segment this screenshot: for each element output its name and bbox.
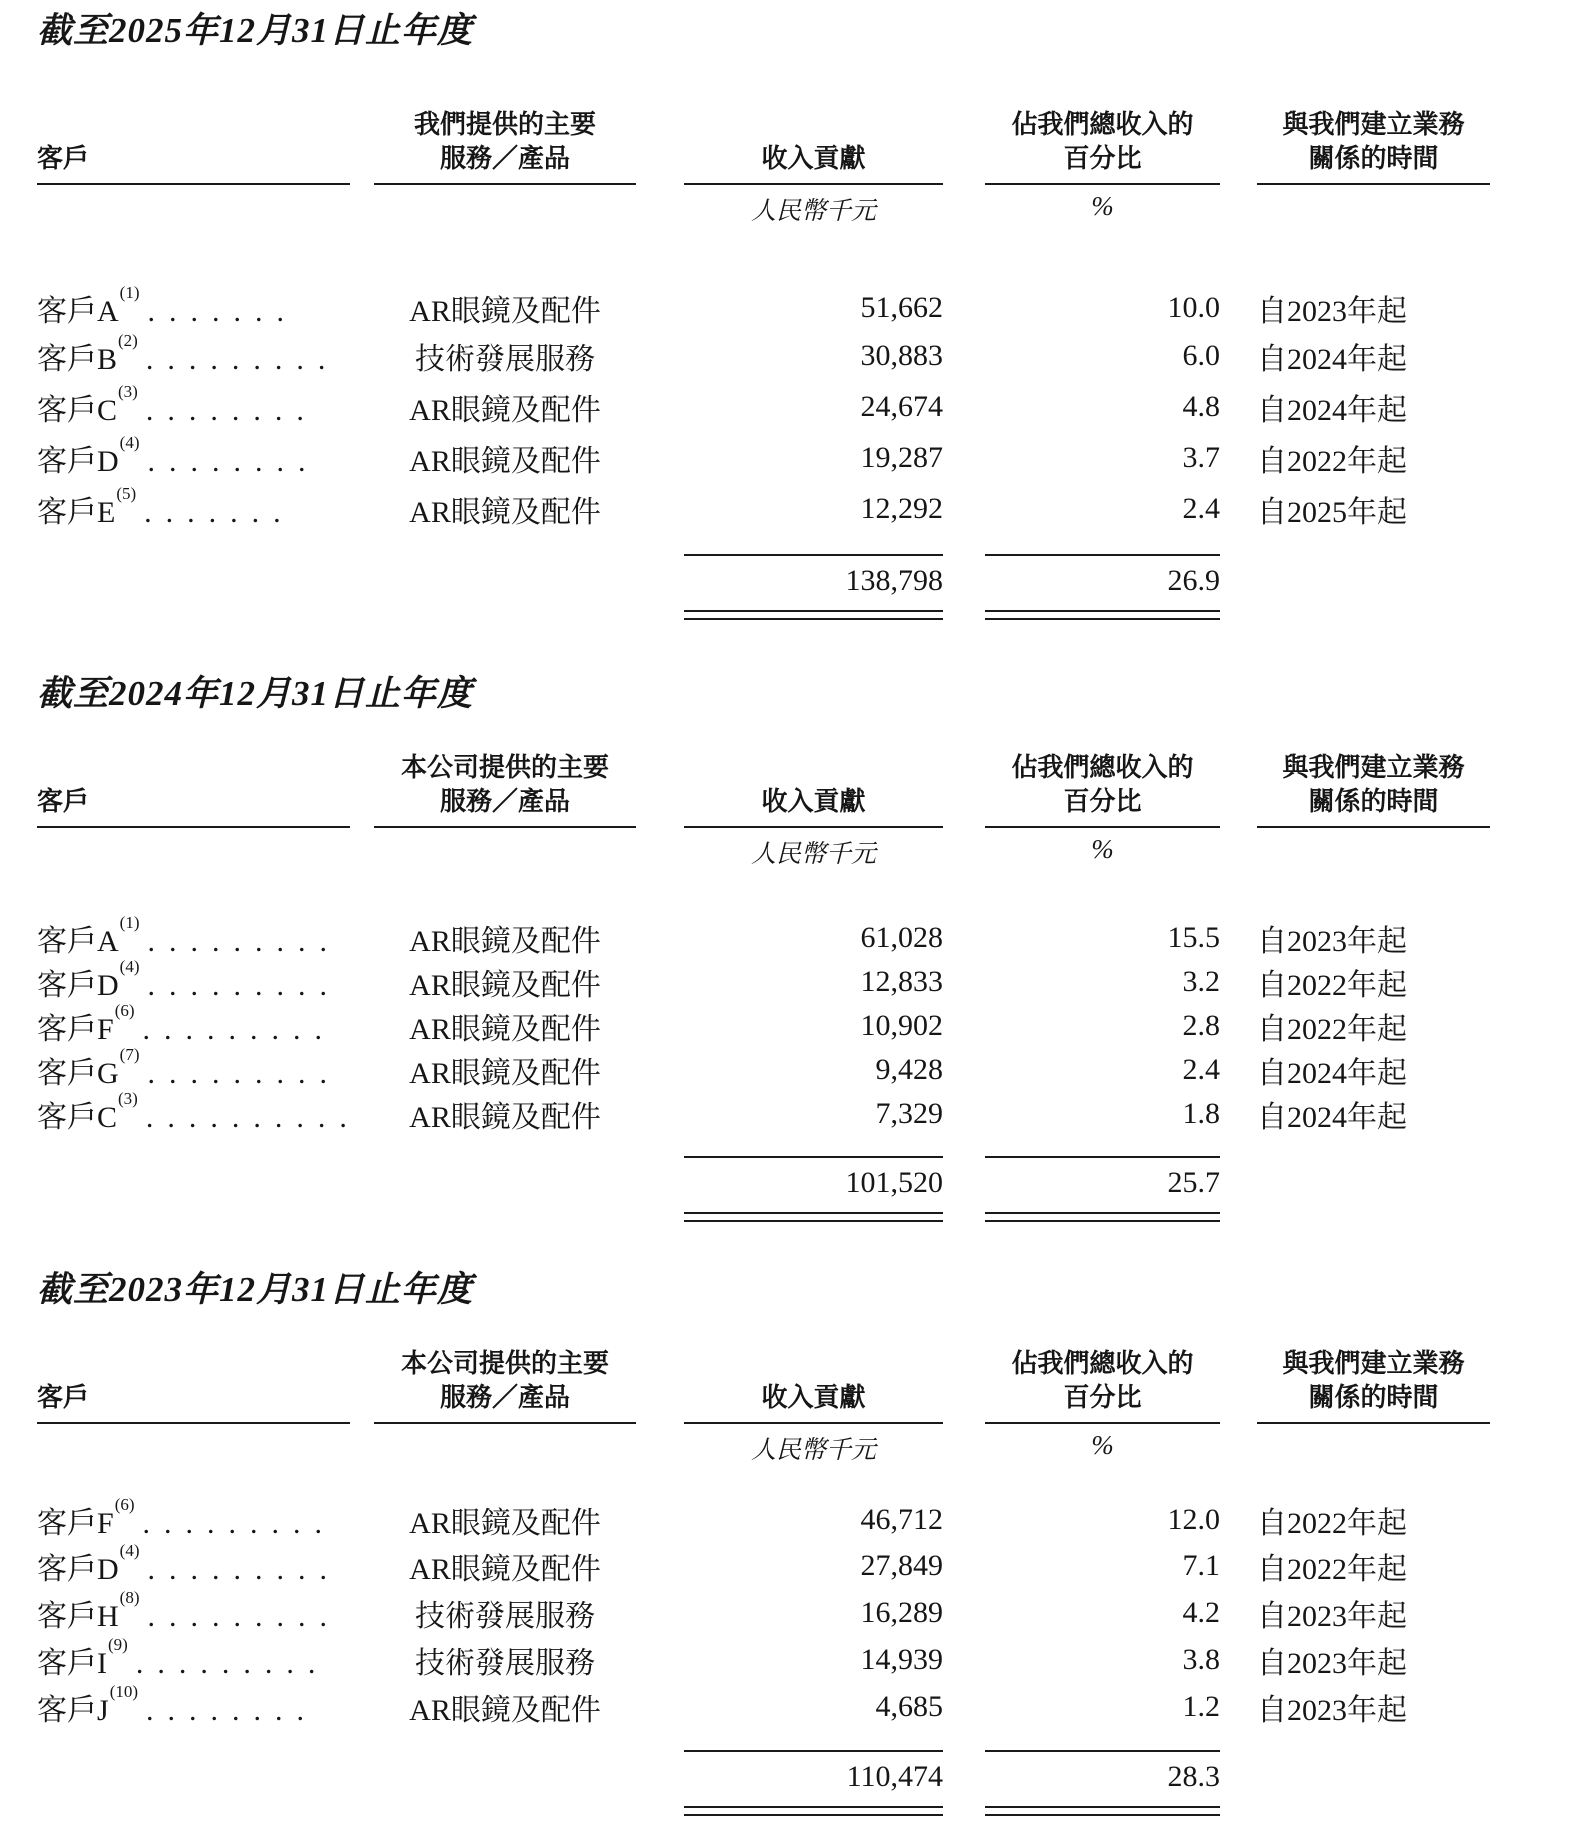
dot-leader: ......... xyxy=(147,1552,341,1586)
table-totals xyxy=(37,534,1490,620)
total-revenue: 101,520 xyxy=(845,1166,943,1199)
percent-cell: 15.5 xyxy=(1167,921,1220,954)
percent-unit-label: % xyxy=(1091,834,1114,864)
relationship-cell: 自2023年起 xyxy=(1257,1646,1407,1680)
table-row xyxy=(37,1683,1490,1730)
table-row xyxy=(37,483,1490,534)
total-double-rule xyxy=(985,1212,1220,1222)
customer-cell xyxy=(37,1001,350,1048)
col-header-percent: 佔我們總收入的 百分比 xyxy=(985,108,1220,185)
table-row xyxy=(37,1636,1490,1683)
customer-name: 客戶C xyxy=(37,1101,118,1134)
percent-cell: 1.8 xyxy=(1182,1097,1220,1130)
customer-name: 客戶D xyxy=(37,444,119,478)
table-row xyxy=(37,1092,1490,1136)
relationship-cell: 自2023年起 xyxy=(1257,925,1407,958)
dot-leader: ......... xyxy=(145,342,340,376)
revenue-cell: 9,428 xyxy=(875,1053,943,1086)
dot-leader: ....... xyxy=(147,295,298,328)
service-cell: AR眼鏡及配件 xyxy=(409,1057,601,1090)
footnote-ref: (4) xyxy=(119,1540,140,1560)
section-title-fy2025: 截至2025年12月31日止年度 xyxy=(37,11,474,50)
dot-leader: ......... xyxy=(147,1599,341,1633)
table-row xyxy=(37,1470,1490,1542)
footnote-ref: (2) xyxy=(118,330,138,350)
relationship-cell: 自2023年起 xyxy=(1257,295,1407,328)
footnote-ref: (3) xyxy=(118,381,138,401)
col-header-relationship: 與我們建立業務 關係的時間 xyxy=(1257,1347,1490,1424)
service-cell: AR眼鏡及配件 xyxy=(409,1552,601,1586)
percent-cell: 3.2 xyxy=(1182,965,1220,998)
table-row xyxy=(37,874,1490,960)
col-header-customer: 客戶 xyxy=(37,142,350,185)
footnote-ref: (3) xyxy=(118,1089,138,1108)
total-double-rule xyxy=(684,1806,943,1816)
percent-cell: 10.0 xyxy=(1167,291,1220,324)
revenue-unit-label: 人民幣千元 xyxy=(750,198,876,225)
table-row xyxy=(37,960,1490,1004)
footnote-ref: (4) xyxy=(119,957,140,976)
table-totals xyxy=(37,1730,1490,1816)
table-row xyxy=(37,330,1490,381)
relationship-cell: 自2023年起 xyxy=(1257,1599,1407,1633)
footnote-ref: (6) xyxy=(114,1495,135,1514)
customer-cell xyxy=(37,330,350,381)
revenue-cell: 12,833 xyxy=(860,965,943,998)
col-header-service: 本公司提供的主要 服務／產品 xyxy=(374,1347,636,1424)
service-cell: AR眼鏡及配件 xyxy=(409,1693,601,1727)
percent-cell: 2.4 xyxy=(1182,491,1220,525)
table-row xyxy=(37,1542,1490,1589)
revenue-cell: 30,883 xyxy=(860,338,943,372)
footnote-ref: (9) xyxy=(108,1634,128,1654)
revenue-unit-label: 人民幣千元 xyxy=(750,1437,876,1464)
service-cell: AR眼鏡及配件 xyxy=(409,393,601,427)
service-cell: 技術發展服務 xyxy=(415,1599,595,1633)
footnote-ref: (5) xyxy=(116,483,137,503)
percent-cell: 1.2 xyxy=(1182,1689,1220,1723)
col-header-relationship: 與我們建立業務 關係的時間 xyxy=(1257,108,1490,185)
relationship-cell: 自2024年起 xyxy=(1257,1101,1407,1134)
dot-leader: ......... xyxy=(147,925,341,958)
customer-name: 客戶D xyxy=(37,969,119,1002)
relationship-cell: 自2022年起 xyxy=(1257,1507,1407,1540)
customer-cell xyxy=(37,1542,350,1589)
footnote-ref: (1) xyxy=(119,283,140,302)
col-header-service: 我們提供的主要 服務／產品 xyxy=(374,108,636,185)
customer-cell xyxy=(37,432,350,483)
col-header-revenue: 收入貢獻 xyxy=(684,785,943,828)
section-fy2025 xyxy=(0,0,1572,620)
table-row xyxy=(37,1004,1490,1048)
customer-name: 客戶I xyxy=(37,1646,107,1680)
revenue-cell: 24,674 xyxy=(860,389,943,423)
table-row xyxy=(37,1589,1490,1636)
percent-unit-label: % xyxy=(1091,1430,1114,1460)
revenue-cell: 12,292 xyxy=(860,491,943,525)
dot-leader: ......... xyxy=(147,1057,341,1090)
revenue-cell: 27,849 xyxy=(860,1548,943,1582)
relationship-cell: 自2023年起 xyxy=(1257,1693,1407,1727)
percent-cell: 3.7 xyxy=(1182,440,1220,474)
customer-table-fy2023 xyxy=(37,1347,1490,1816)
customer-name: 客戶E xyxy=(37,495,116,529)
revenue-cell: 16,289 xyxy=(860,1595,943,1629)
customer-cell xyxy=(37,1636,350,1683)
service-cell: AR眼鏡及配件 xyxy=(409,969,601,1002)
customer-table-fy2025 xyxy=(37,88,1490,620)
section-title-fy2023: 截至2023年12月31日止年度 xyxy=(37,1270,474,1309)
footnote-ref: (7) xyxy=(119,1045,140,1064)
service-cell: AR眼鏡及配件 xyxy=(409,495,601,529)
table-row xyxy=(37,432,1490,483)
dot-leader: ....... xyxy=(144,495,295,529)
service-cell: AR眼鏡及配件 xyxy=(409,925,601,958)
service-cell: AR眼鏡及配件 xyxy=(409,444,601,478)
table-body xyxy=(37,874,1490,1136)
total-double-rule xyxy=(684,1212,943,1222)
percent-cell: 2.4 xyxy=(1182,1053,1220,1086)
customer-name: 客戶H xyxy=(37,1599,119,1633)
col-header-percent: 佔我們總收入的 百分比 xyxy=(985,751,1220,828)
footnote-ref: (8) xyxy=(119,1587,140,1607)
total-revenue: 110,474 xyxy=(846,1760,943,1793)
service-cell: AR眼鏡及配件 xyxy=(409,1101,601,1134)
customer-name: 客戶F xyxy=(37,1507,114,1540)
revenue-cell: 19,287 xyxy=(860,440,943,474)
col-header-customer: 客戶 xyxy=(37,1381,350,1424)
percent-cell: 4.2 xyxy=(1182,1595,1220,1629)
col-header-percent: 佔我們總收入的 百分比 xyxy=(985,1347,1220,1424)
customer-cell xyxy=(37,1089,361,1136)
customer-cell xyxy=(37,1045,350,1092)
table-row xyxy=(37,1048,1490,1092)
total-double-rule xyxy=(985,1806,1220,1816)
col-header-relationship: 與我們建立業務 關係的時間 xyxy=(1257,751,1490,828)
dot-leader: ........ xyxy=(145,393,318,427)
percent-cell: 3.8 xyxy=(1182,1642,1220,1676)
customer-table-fy2024 xyxy=(37,751,1490,1222)
dot-leader: ......... xyxy=(135,1646,330,1680)
customer-cell xyxy=(37,231,350,330)
total-double-rule xyxy=(684,610,943,620)
customer-name: 客戶D xyxy=(37,1552,119,1586)
percent-unit-label: % xyxy=(1091,191,1114,221)
revenue-cell: 51,662 xyxy=(860,291,943,324)
customer-cell xyxy=(37,381,350,432)
col-header-revenue: 收入貢獻 xyxy=(684,142,943,185)
revenue-cell: 14,939 xyxy=(860,1642,943,1676)
col-header-service: 本公司提供的主要 服務／產品 xyxy=(374,751,636,828)
customer-cell xyxy=(37,957,350,1004)
total-revenue: 138,798 xyxy=(845,564,943,597)
percent-cell: 4.8 xyxy=(1182,389,1220,423)
relationship-cell: 自2022年起 xyxy=(1257,1013,1407,1046)
footnote-ref: (10) xyxy=(109,1681,139,1701)
revenue-cell: 7,329 xyxy=(875,1097,943,1130)
revenue-unit-label: 人民幣千元 xyxy=(750,841,876,868)
total-percent: 26.9 xyxy=(1167,564,1220,597)
table-body xyxy=(37,1470,1490,1730)
customer-name: 客戶G xyxy=(37,1057,119,1090)
customer-cell xyxy=(37,874,350,960)
relationship-cell: 自2022年起 xyxy=(1257,444,1407,478)
customer-cell xyxy=(37,1470,350,1542)
service-cell: AR眼鏡及配件 xyxy=(409,295,601,328)
col-header-revenue: 收入貢獻 xyxy=(684,1381,943,1424)
relationship-cell: 自2024年起 xyxy=(1257,1057,1407,1090)
footnote-ref: (1) xyxy=(119,913,140,932)
revenue-cell: 46,712 xyxy=(860,1503,943,1536)
table-header xyxy=(37,88,1490,231)
service-cell: 技術發展服務 xyxy=(415,1646,595,1680)
service-cell: AR眼鏡及配件 xyxy=(409,1507,601,1540)
relationship-cell: 自2024年起 xyxy=(1257,393,1407,427)
total-double-rule xyxy=(985,610,1220,620)
relationship-cell: 自2025年起 xyxy=(1257,495,1407,529)
percent-cell: 6.0 xyxy=(1182,338,1220,372)
table-row xyxy=(37,381,1490,432)
relationship-cell: 自2022年起 xyxy=(1257,969,1407,1002)
relationship-cell: 自2022年起 xyxy=(1257,1552,1407,1586)
section-fy2023 xyxy=(0,1267,1572,1816)
dot-leader: ........ xyxy=(146,1693,319,1727)
table-body xyxy=(37,231,1490,534)
customer-cell xyxy=(37,1589,350,1636)
table-totals xyxy=(37,1136,1490,1222)
total-percent: 25.7 xyxy=(1167,1166,1220,1199)
percent-cell: 12.0 xyxy=(1167,1503,1220,1536)
table-header xyxy=(37,1347,1490,1470)
section-title-fy2024: 截至2024年12月31日止年度 xyxy=(37,674,474,713)
revenue-cell: 61,028 xyxy=(860,921,943,954)
footnote-ref: (6) xyxy=(114,1001,135,1020)
customer-name: 客戶A xyxy=(37,295,119,328)
revenue-cell: 4,685 xyxy=(875,1689,943,1723)
total-percent: 28.3 xyxy=(1167,1760,1220,1793)
dot-leader: ......... xyxy=(142,1013,337,1046)
dot-leader: ........ xyxy=(147,444,320,478)
customer-name: 客戶J xyxy=(37,1693,109,1727)
revenue-cell: 10,902 xyxy=(860,1009,943,1042)
dot-leader: ......... xyxy=(147,969,341,1002)
dot-leader: ......... xyxy=(142,1507,337,1540)
section-fy2024 xyxy=(0,671,1572,1222)
customer-cell xyxy=(37,1683,350,1730)
col-header-customer: 客戶 xyxy=(37,785,350,828)
dot-leader: .......... xyxy=(145,1101,361,1134)
customer-name: 客戶C xyxy=(37,393,118,427)
relationship-cell: 自2024年起 xyxy=(1257,342,1407,376)
percent-cell: 2.8 xyxy=(1182,1009,1220,1042)
table-row xyxy=(37,231,1490,330)
percent-cell: 7.1 xyxy=(1182,1548,1220,1582)
customer-cell xyxy=(37,483,350,534)
footnote-ref: (4) xyxy=(119,432,140,452)
table-header xyxy=(37,751,1490,874)
service-cell: AR眼鏡及配件 xyxy=(409,1013,601,1046)
customer-name: 客戶F xyxy=(37,1013,114,1046)
customer-name: 客戶A xyxy=(37,925,119,958)
service-cell: 技術發展服務 xyxy=(415,342,595,376)
customer-name: 客戶B xyxy=(37,342,118,376)
